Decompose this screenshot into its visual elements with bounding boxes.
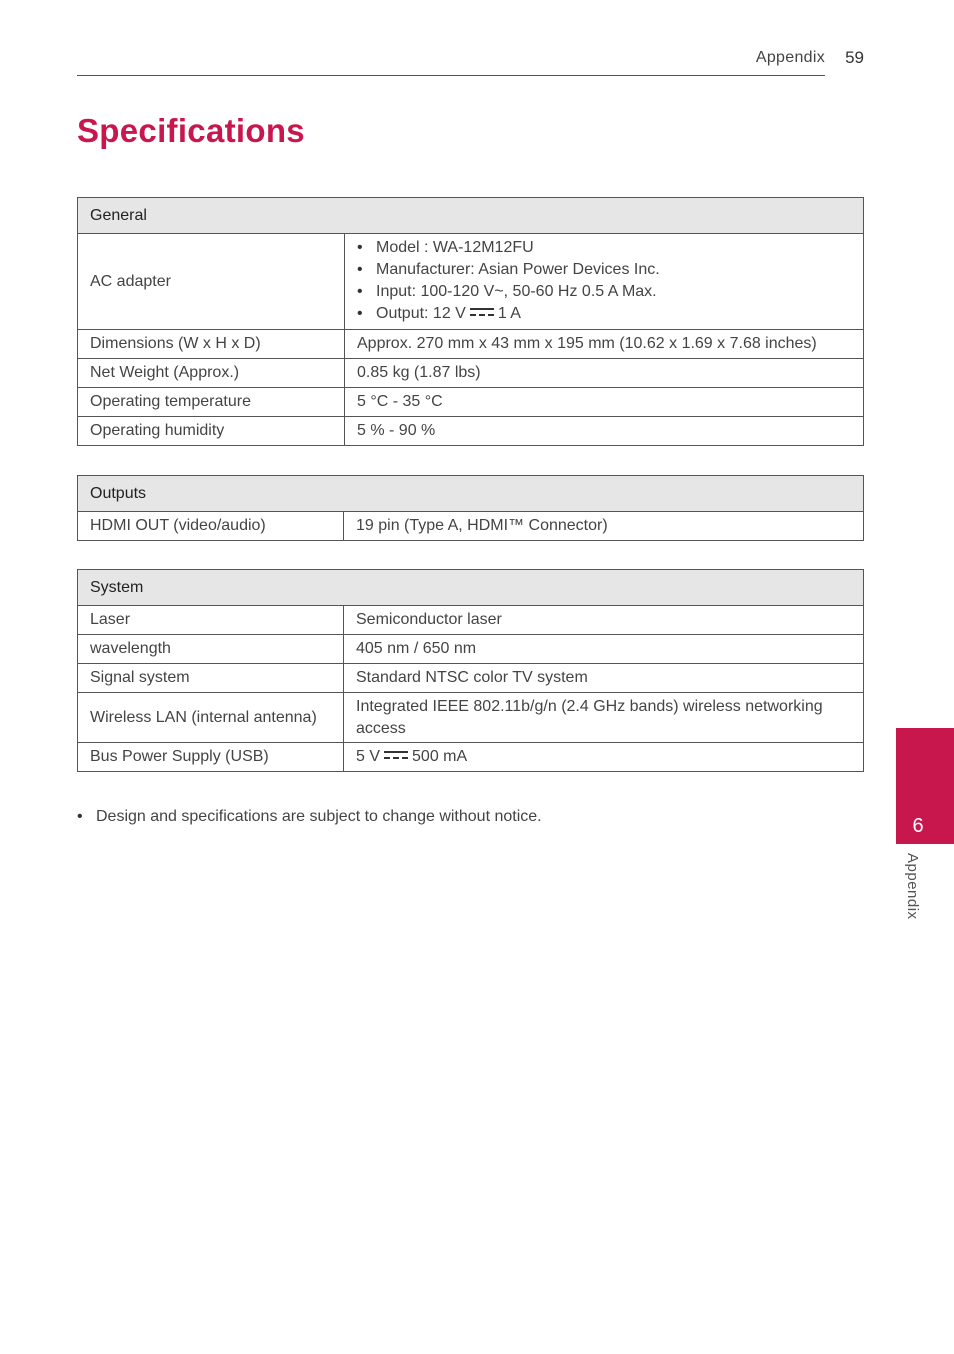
row-label: Bus Power Supply (USB): [78, 743, 344, 772]
row-label: Operating humidity: [78, 417, 345, 446]
header-page-number: 59: [845, 48, 864, 67]
table-row: [78, 664, 864, 693]
ac-adapter-list: [357, 234, 851, 329]
row-value: Approx. 270 mm x 43 mm x 195 mm (10.62 x 1.69 x 7.68 inches): [345, 330, 864, 359]
chapter-tab-label: [904, 853, 926, 933]
row-label: Dimensions (W x H x D): [78, 330, 345, 359]
table-row: [78, 606, 864, 635]
row-label: Net Weight (Approx.): [78, 359, 345, 388]
row-value: 19 pin (Type A, HDMI™ Connector): [344, 512, 864, 541]
output-suffix: 1 A: [497, 305, 521, 322]
general-heading: General: [78, 198, 864, 234]
table-row: [78, 693, 864, 743]
table-row: [78, 330, 864, 359]
row-label: wavelength: [78, 635, 344, 664]
row-label: Laser: [78, 606, 344, 635]
list-item: • Input: 100-120 V~, 50-60 Hz 0.5 A Max.: [357, 281, 851, 303]
row-value: 0.85 kg (1.87 lbs): [345, 359, 864, 388]
table-row: [78, 635, 864, 664]
system-heading: System: [78, 570, 864, 606]
outputs-heading: Outputs: [78, 476, 864, 512]
chapter-number: 6: [912, 815, 924, 837]
table-row: [78, 234, 864, 330]
page-header: [77, 46, 864, 76]
table-row: [78, 743, 864, 772]
row-value: 5 % - 90 %: [345, 417, 864, 446]
ac-adapter-value: [345, 234, 864, 330]
table-header-row: [78, 476, 864, 512]
row-value: Standard NTSC color TV system: [344, 664, 864, 693]
row-label: Operating temperature: [78, 388, 345, 417]
dc-current-icon: [470, 306, 494, 318]
page-title: Specifications: [77, 112, 305, 149]
specification-note: [77, 808, 542, 826]
dc-current-icon: [384, 749, 408, 761]
chapter-tab: [896, 728, 954, 844]
output-prefix: Output: 12 V: [376, 305, 466, 322]
table-header-row: [78, 198, 864, 234]
ac-adapter-label: AC adapter: [78, 234, 345, 330]
table-row: [78, 512, 864, 541]
row-label: Wireless LAN (internal antenna): [78, 693, 344, 743]
list-item: [357, 303, 851, 325]
table-row: [78, 417, 864, 446]
row-value: Semiconductor laser: [344, 606, 864, 635]
bullet-icon: •: [77, 808, 83, 825]
row-label: HDMI OUT (video/audio): [78, 512, 344, 541]
list-item: • Model : WA-12M12FU: [357, 237, 851, 259]
table-header-row: [78, 570, 864, 606]
chapter-label-text: Appendix: [904, 853, 921, 920]
table-row: [78, 388, 864, 417]
outputs-spec-table: [77, 475, 864, 541]
general-spec-table: [77, 197, 864, 446]
header-rule: [77, 75, 825, 76]
list-item: • Manufacturer: Asian Power Devices Inc.: [357, 259, 851, 281]
row-value: 5 °C - 35 °C: [345, 388, 864, 417]
row-value: 405 nm / 650 nm: [344, 635, 864, 664]
row-label: Signal system: [78, 664, 344, 693]
usb-value-suffix: 500 mA: [412, 748, 468, 765]
usb-value-prefix: 5 V: [356, 748, 381, 765]
table-row: [78, 359, 864, 388]
note-text: Design and specifications are subject to change without notice.: [96, 808, 542, 825]
system-spec-table: [77, 569, 864, 772]
row-value: Integrated IEEE 802.11b/g/n (2.4 GHz bands) wireless networking access: [344, 693, 864, 743]
header-section-title: Appendix: [755, 49, 825, 66]
row-value: [344, 743, 864, 772]
